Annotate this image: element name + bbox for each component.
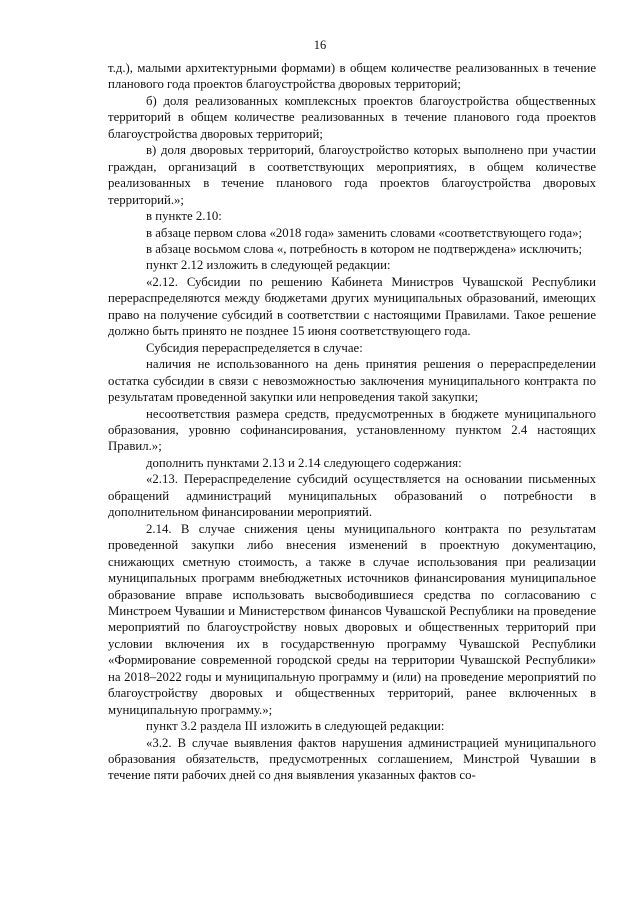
paragraph: т.д.), малыми архитектурными формами) в общем количестве реализованных в течение планового года проектов благоустройства дворовых территорий; (108, 61, 596, 92)
paragraph: в пункте 2.10: (146, 209, 222, 224)
paragraph: Субсидия перераспределяется в случае: (146, 340, 363, 355)
paragraph: наличия не использованного на день принятия решения о перераспределении остатка субсидии в связи с невозможностью заключения муниципального контракта по результатам проведенной закупки или непроведения такой закупки; (108, 357, 596, 405)
paragraph: пункт 2.12 изложить в следующей редакции: (146, 258, 391, 273)
paragraph: несоответствия размера средств, предусмотренных в бюджете муниципального образования, уровню софинансирования, установленному пунктом 2.4 настоящих Правил.»; (108, 406, 596, 454)
paragraph: «2.12. Субсидии по решению Кабинета Министров Чувашской Республики перераспределяются между бюджетами других муниципальных образований, имеющих право на получение субсидий в соответствии с настоящими Правилами. Такое решение должно быть принято не позднее 15 июня соответствующего года. (108, 274, 596, 339)
paragraph: дополнить пунктами 2.13 и 2.14 следующего содержания: (146, 455, 462, 470)
paragraph: пункт 3.2 раздела III изложить в следующей редакции: (146, 719, 445, 734)
paragraph: «2.13. Перераспределение субсидий осуществляется на основании письменных обращений администраций муниципальных образований о потребности в дополнительном финансировании мероприятий. (108, 472, 596, 520)
paragraph: «3.2. В случае выявления фактов нарушения администрацией муниципального образования обязательств, предусмотренных соглашением, Минстрой Чувашии в течение пяти рабочих дней со дня выявления указанных фактов со- (108, 735, 596, 783)
paragraph: в абзаце первом слова «2018 года» заменить словами «соответствующего года»; (146, 225, 583, 240)
document-body (108, 60, 596, 784)
paragraph: в) доля дворовых территорий, благоустройство которых выполнено при участии граждан, организаций в соответствующих мероприятиях, в общем количестве реализованных в течение планового года проектов благоустройства дворовых территорий.»; (108, 143, 596, 207)
page-number: 16 (313, 38, 327, 52)
paragraph: в абзаце восьмом слова «, потребность в котором не подтверждена» исключить; (146, 241, 583, 256)
paragraph: б) доля реализованных комплексных проектов благоустройства общественных территорий в общем количестве реализованных в течение планового года проектов благоустройства дворовых территорий; (108, 93, 596, 141)
paragraph: 2.14. В случае снижения цены муниципального контракта по результатам проведенной закупки либо внесения изменений в проектную документацию, снижающих сметную стоимость, а также в случае использования при реализации муниципальных программ внебюджетных источников финансирования муниципальное образование вправе использовать высвободившиеся средства по согласованию с Минстроем Чувашии и Министерством финансов Чувашской Республики на проведение мероприятий по благоустройству новых дворовых и общественных территорий при условии включения их в государственную программу Чувашской Республики «Формирование современной городской среды на территории Чувашской Республики» на 2018–2022 годы и муниципальную программу и (или) на проведение мероприятий по благоустройству дворовых и общественных территорий, ранее включенных в муниципальную программу.»; (108, 521, 596, 717)
